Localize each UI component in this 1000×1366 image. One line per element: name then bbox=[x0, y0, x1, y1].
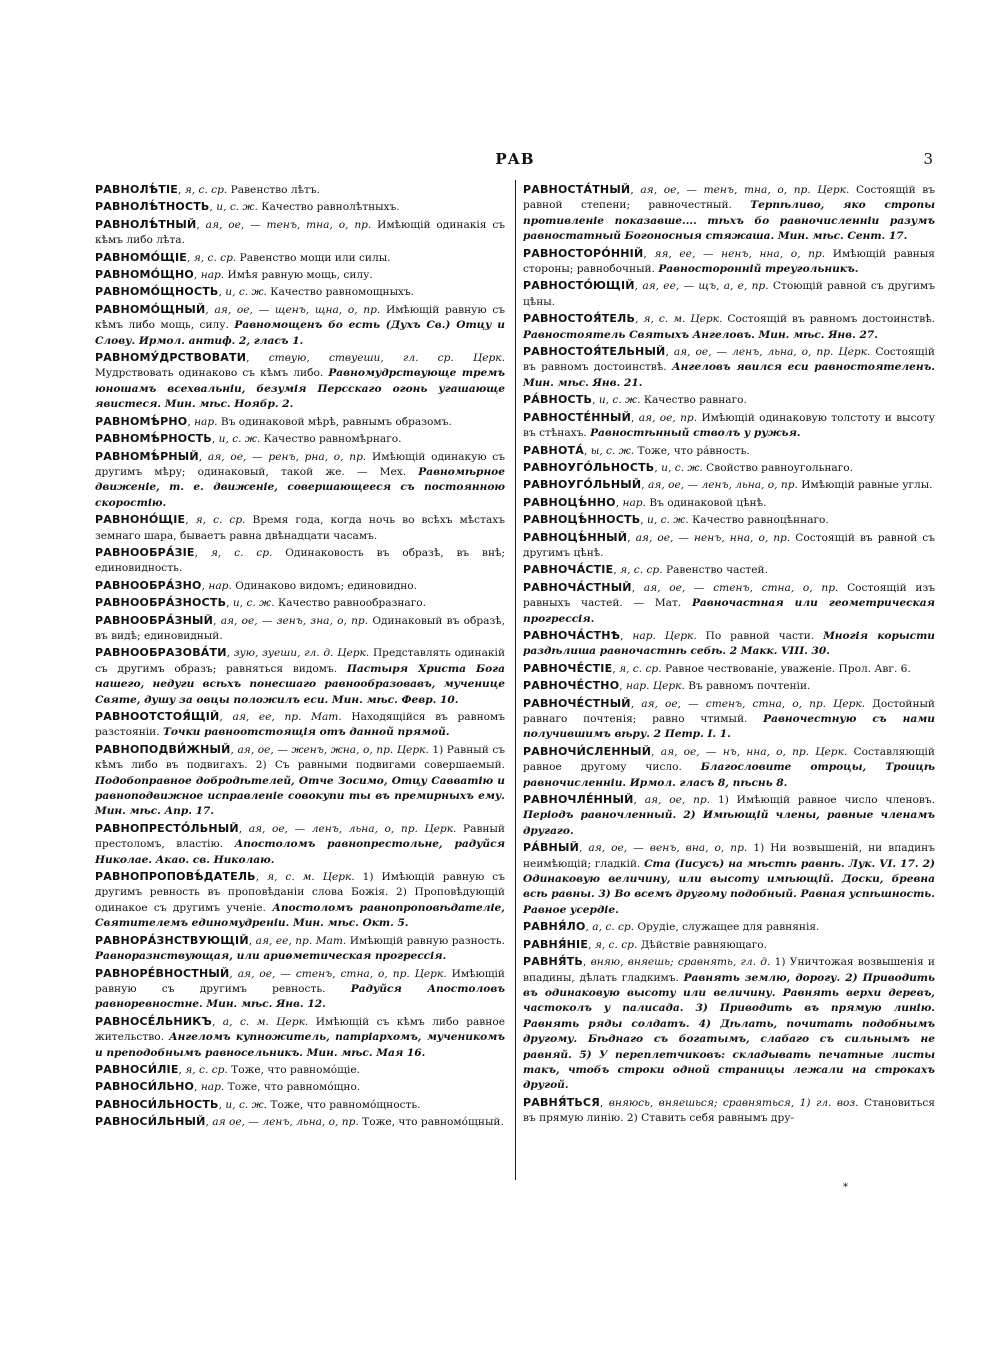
dictionary-entry: РАВНОМУ́ДРСТВОВАТИ, ствую, ствуеши, гл. ср. Церк. Мудрствовать одинаково съ кѣмъ либо. Равномудрствующе тремъ юношамъ всехвальніи, безумія Персскаго огонь угашающе явистеся. Мин. мѣс. Ноябр. 2. bbox=[95, 351, 505, 411]
definition: Одинаковый въ образѣ, въ видѣ; единовидный. bbox=[95, 614, 505, 642]
example-citation: Точки равноотстоящія отъ данной прямой. bbox=[162, 726, 450, 739]
example-citation: Апостоломъ равнопроповѣдателіе, Святителемъ единомудреніи. Мин. мѣс. Окт. 5. bbox=[95, 901, 505, 930]
headword: РАВНООТСТОЯ́ЩІЙ bbox=[95, 710, 220, 723]
dictionary-entry: РАВНОМО́ЩНОСТЬ, и, с. ж. Качество равномощныхъ. bbox=[95, 285, 415, 299]
definition: Состоящій въ равномъ достоинствѣ. bbox=[523, 346, 935, 374]
grammar-note: ая, ое, — стенъ, стна, о, пр. Церк. bbox=[237, 967, 447, 980]
headword: РАВНОСИ́ЛІЕ bbox=[95, 1062, 179, 1076]
example-citation: Равнять землю, дорогу. 2) Приводить въ одинаковую высоту или величину. Равнять верхи деревъ, частоколъ у палисада. 3) Приводить въ прямую линію. Равнять ряды солдатъ. 4) Дѣлать, почитать подобнымъ другому. Бѣднаго съ богатымъ, слабаго съ сильнымъ не равняй. 5) У переплетчиковъ: складывать печатные листы такъ, чтобъ строки одной страницы лежали на строкахъ другой. bbox=[523, 971, 935, 1092]
definition: Одинаково видомъ; единовидно. bbox=[235, 579, 418, 592]
definition: Имѣющій равную съ кѣмъ либо мощь, силу. bbox=[95, 303, 505, 332]
definition: Тоже, что равномо́щность. bbox=[270, 1098, 421, 1111]
example-citation: Терпѣливо, яко стропы противленіе показавше.... тѣхъ бо равночисленніи разумъ равностатный Богоносныя стяжаша. Мин. мѣс. Сент. 17. bbox=[523, 199, 936, 243]
definition: Имѣющій равные углы. bbox=[801, 479, 933, 492]
definition: Становиться въ прямую линію. 2) Ставить себя равнымъ дру- bbox=[523, 1096, 935, 1125]
grammar-note: ая, ое, — ренъ, рна, о, пр. bbox=[207, 450, 367, 463]
headword: РАВНОМО́ЩНОСТЬ bbox=[95, 285, 219, 299]
dictionary-entry: РАВНОЧА́СТНЫЙ, ая, ое, — стенъ, стна, о, пр. Состоящій изъ равныхъ частей. — Мат. Равночастная или геометрическая прогрессія. bbox=[523, 580, 935, 625]
grammar-note: и, с. ж. bbox=[232, 597, 275, 610]
dictionary-entry: РАВНОРЕ́ВНОСТНЫЙ, ая, ое, — стенъ, стна, о, пр. Церк. Имѣющій равную съ другимъ ревность. Радуйся Апостоловъ равноревностне. Мин. мѣс. Янв. 12. bbox=[95, 966, 505, 1011]
definition: Качество равнолѣтныхъ. bbox=[261, 201, 400, 214]
headword: РАВНОПРОПОВѢ́ДАТЕЛЬ bbox=[95, 870, 256, 884]
left-column bbox=[95, 182, 505, 1132]
headword: РАВНЯ́ТЬСЯ bbox=[523, 1095, 600, 1109]
headword: РАВНОРЕ́ВНОСТНЫЙ bbox=[95, 966, 230, 980]
definition: Состоящій въ равной съ другимъ цѣнѣ. bbox=[523, 531, 935, 559]
definition: Время года, когда ночь во всѣхъ мѣстахъ земнаго шара, бываетъ равна двѣнадцати часамъ. bbox=[95, 514, 505, 542]
definition: Мудрствовать одинаково съ кѣмъ либо. bbox=[95, 367, 324, 380]
grammar-note: а, с. м. Церк. bbox=[222, 1015, 309, 1028]
grammar-note: ая, ое, — тенъ, тна, о, пр. Церк. bbox=[640, 184, 850, 196]
headword: РАВНОМО́ЩІЕ bbox=[95, 250, 188, 264]
dictionary-entry: РАВНЯ́ТЬСЯ, вняюсь, вняешься; сравняться, 1) гл. воз. Становиться въ прямую линію. 2) Ставить себя равнымъ дру- bbox=[523, 1095, 935, 1125]
headword: РАВНОПОДВИ́ЖНЫЙ bbox=[95, 742, 231, 756]
grammar-note: ая, ое, — нъ, нна, о, пр. Церк. bbox=[660, 745, 848, 758]
example-citation: Равномощенъ бо есть (Духъ Св.) Отцу и Слову. Ирмол. антиф. 2, гласъ 1. bbox=[95, 319, 505, 347]
headword: РАВНОМУ́ДРСТВОВАТИ bbox=[95, 351, 247, 365]
dictionary-entry: РАВНЯ́НІЕ, я, с. ср. Дѣйствіе равняющаго. bbox=[523, 937, 768, 951]
grammar-note: нар. bbox=[622, 496, 646, 509]
definition: Равенство мощи или силы. bbox=[239, 251, 391, 264]
definition: Состоящій изъ равныхъ частей. — Мат. bbox=[523, 581, 935, 610]
grammar-note: и, с. ж. bbox=[225, 286, 267, 299]
dictionary-entry: РАВНОСТОЯ́ТЕЛЬ, я, с. м. Церк. Состоящій въ равномъ достоинствѣ. Равностоятель Святыхъ Ангеловъ. Мин. мѣс. Янв. 27. bbox=[523, 312, 935, 341]
grammar-note: ая, ое, — стенъ, стна, о, пр. Церк. bbox=[641, 697, 866, 710]
headword: РАВНОЛѢ́ТНОСТЬ bbox=[95, 200, 210, 214]
example-citation: Подобоправное добродѣтелей, Отче Зосимо, Отцу Савватію и равноподвижное исправленіе совокупи ты въ премирныхъ ему. Мин. мѣс. Апр. 17. bbox=[95, 774, 505, 818]
definition: Равное чествованіе, уваженіе. Прол. Авг. 6. bbox=[664, 662, 911, 675]
dictionary-entry: РАВНОЧЕ́СТНЫЙ, ая, ое, — стенъ, стна, о, пр. Церк. Достойный равнаго почтенія; равно чтимый. Равночестную съ нами получившимъ вѣру. 2 Петр. I. 1. bbox=[523, 696, 935, 741]
example-citation: Равностоятель Святыхъ Ангеловъ. Мин. мѣс. Янв. 27. bbox=[523, 328, 878, 341]
grammar-note: нар. bbox=[200, 269, 225, 282]
dictionary-entry: РАВНОСТОРО́ННІЙ, яя, ее, — ненъ, нна, о, пр. Имѣющій равныя стороны; равнобочный. Равносторонній треугольникъ. bbox=[523, 246, 935, 276]
grammar-note: а, с. ср. bbox=[592, 921, 635, 934]
dictionary-entry: РАВНОЦѢ́ННОСТЬ, и, с. ж. Качество равноцѣннаго. bbox=[523, 513, 829, 527]
definition: Качество равноцѣннаго. bbox=[692, 514, 829, 527]
dictionary-entry: РАВНОУГО́ЛЬНЫЙ, ая, ое, — ленъ, льна, о, пр. Имѣющій равные углы. bbox=[523, 478, 933, 492]
dictionary-entry: РАВНОМО́ЩІЕ, я, с. ср. Равенство мощи или силы. bbox=[95, 250, 391, 264]
dictionary-entry: РАВНОСЕ́ЛЬНИКЪ, а, с. м. Церк. Имѣющій съ кѣмъ либо равное жительство. Ангеломъ купножитель, патріархомъ, мученикомъ и преподобнымъ равносельникъ. Мин. мѣс. Мая 16. bbox=[95, 1014, 505, 1059]
definition: Имѣющій равныя стороны; равнобочный. bbox=[523, 247, 935, 276]
definition: Тоже, что ра́вность. bbox=[637, 444, 750, 457]
grammar-note: я, с. м. Церк. bbox=[643, 313, 723, 326]
grammar-note: я, с. ср. bbox=[193, 251, 237, 264]
definition: 1) Уничтожая возвышенія и впадины, дѣлать гладкимъ. bbox=[523, 956, 935, 984]
headword: РАВНОМѢ́РНО bbox=[95, 414, 188, 428]
dictionary-entry: РАВНОЧЛЕ́ННЫЙ, ая, ое, пр. 1) Имѣющій равное число членовъ. Періодъ равночленный. 2) Имѣющій члены, равные членамъ другаго. bbox=[523, 793, 935, 837]
grammar-note: ая, ое, — зенъ, зна, о, пр. bbox=[220, 614, 369, 627]
headword: РАВНОМО́ЩНЫЙ bbox=[95, 302, 206, 316]
dictionary-entry: РАВНООБРА́ЗІЕ, я, с. ср. Одинаковость въ образѣ, въ внѣ; единовидность. bbox=[95, 545, 505, 575]
signature-mark: * bbox=[843, 1182, 848, 1193]
definition: Составляющій равное другому число. bbox=[523, 745, 935, 774]
grammar-note: ая, ое, пр. bbox=[638, 411, 698, 424]
grammar-note: ы, с. ж. bbox=[590, 444, 635, 457]
grammar-note: нар. Церк. bbox=[632, 629, 697, 642]
grammar-note: и, с. ж. bbox=[225, 1098, 268, 1111]
definition: Состоящій въ равной степени; равночестный. bbox=[523, 184, 935, 212]
grammar-note: ая, ое, — венъ, вна, о, пр. bbox=[588, 842, 748, 855]
headword: РАВНОНО́ЩІЕ bbox=[95, 513, 186, 527]
dictionary-entry: РАВНОСТО́ЮЩІЙ, ая, ее, — щъ, а, е, пр. Стоющій равной съ другимъ цѣны. bbox=[523, 279, 935, 308]
dictionary-entry: РАВНОЦѢ́ННО, нар. Въ одинаковой цѣнѣ. bbox=[523, 495, 767, 509]
definition: Дѣйствіе равняющаго. bbox=[640, 938, 768, 951]
example-citation: Многія корысти раздѣлиша равночастнѣ себѣ. 2 Макк. VIII. 30. bbox=[523, 629, 936, 658]
grammar-note: яя, ее, — ненъ, нна, о, пр. bbox=[654, 247, 826, 260]
headword: РАВНОСИ́ЛЬНО bbox=[95, 1080, 195, 1094]
definition: Качество равнаго. bbox=[643, 394, 747, 407]
headword: РАВНОЧИ́СЛЕННЫЙ bbox=[523, 744, 652, 758]
definition: Тоже, что равномо́щно. bbox=[227, 1081, 361, 1094]
definition: Имѣющій равную съ другимъ ревность. bbox=[95, 967, 505, 995]
grammar-note: ая, ее, пр. Мат. bbox=[232, 711, 342, 723]
dictionary-entry: РА́ВНЫЙ, ая, ое, — венъ, вна, о, пр. 1) Ни возвышеній, ни впадинъ неимѣющій; гладкій. Ста (Іисусъ) на мѣстѣ равнѣ. Лук. VI. 17. 2) Одинаковую величину, или высоту имѣющій. Доски, бревна всѣ равны. 3) Во всемъ другому подобный. Равная успѣшность. Равное усердіе. bbox=[523, 841, 935, 916]
dictionary-entry: РАВНОСИ́ЛЬНОСТЬ, и, с. ж. Тоже, что равномо́щность. bbox=[95, 1097, 421, 1111]
definition: Тоже, что равномо́щіе. bbox=[231, 1063, 360, 1076]
definition: Равенство частей. bbox=[665, 564, 768, 577]
headword: РАВНОМѢ́РНОСТЬ bbox=[95, 432, 212, 446]
example-citation: Равночастная или геометрическая прогрессія. bbox=[523, 597, 935, 625]
example-citation: Равноразнствующая, или ариѳметическая прогрессія. bbox=[95, 950, 447, 963]
headword: РАВНОСТОРО́ННІЙ bbox=[523, 246, 644, 260]
headword: РАВНОСИ́ЛЬНОСТЬ bbox=[95, 1097, 219, 1111]
page-header bbox=[95, 150, 935, 170]
headword: РАВНОЧЛЕ́ННЫЙ bbox=[523, 793, 634, 807]
headword: РАВНОРА́ЗНСТВУЮЩІЙ bbox=[95, 933, 249, 947]
dictionary-entry: РАВНООБРА́ЗНО, нар. Одинаково видомъ; единовидно. bbox=[95, 578, 418, 592]
headword: РАВНОЧЕ́СТНО bbox=[523, 679, 620, 693]
dictionary-entry: РАВНОЧИ́СЛЕННЫЙ, ая, ое, — нъ, нна, о, пр. Церк. Составляющій равное другому число. Благословите отроцы, Троицѣ равночисленніи. Ирмол. гласъ 8, пѣснь 8. bbox=[523, 744, 936, 789]
definition: Представлять одинакій съ другимъ образъ; равняться видомъ. bbox=[95, 647, 505, 675]
definition: Качество равнообразнаго. bbox=[277, 597, 427, 610]
dictionary-entry: РАВНОЧА́СТНѢ, нар. Церк. По равной части. Многія корысти раздѣлиша равночастнѣ себѣ. 2 Макк. VIII. 30. bbox=[523, 628, 936, 658]
grammar-note: вняю, вняешь; сравнять, гл. д. bbox=[590, 956, 771, 969]
example-citation: Благословите отроцы, Троицѣ равночисленніи. Ирмол. гласъ 8, пѣснь 8. bbox=[523, 761, 936, 789]
dictionary-entry: РАВНООБРАЗОВА́ТИ, зую, зуеши, гл. д. Церк. Представлять одинакій съ другимъ образъ; равняться видомъ. Пастыря Христа Бога нашего, недуги всѣхъ понесшаго равнообразовавъ, мученице Святе, душу за овцы положилъ еси. Мин. мѣс. Февр. 10. bbox=[95, 646, 505, 706]
headword: РАВНОТА́ bbox=[523, 443, 584, 457]
grammar-note: нар. Церк. bbox=[626, 680, 685, 693]
example-citation: Ангеловъ явился еси равностоятеленъ. Мин. мѣс. Янв. 21. bbox=[523, 361, 935, 389]
example-citation: Равностѣнный стволъ у ружья. bbox=[590, 427, 801, 440]
dictionary-entry: РАВНОЧЕ́СТНО, нар. Церк. Въ равномъ почтеніи. bbox=[523, 679, 811, 693]
page-number: 3 bbox=[923, 150, 933, 168]
grammar-note: и, с. ж. bbox=[661, 461, 703, 474]
dictionary-entry: РАВНОТА́, ы, с. ж. Тоже, что ра́вность. bbox=[523, 443, 750, 457]
example-citation: Ангеломъ купножитель, патріархомъ, мученикомъ и преподобнымъ равносельникъ. Мин. мѣс. Мая 16. bbox=[95, 1031, 505, 1059]
grammar-note: зую, зуеши, гл. д. Церк. bbox=[233, 647, 370, 660]
headword: РАВНОСТОЯ́ТЕЛЬ bbox=[523, 312, 636, 326]
dictionary-entry: РАВНООБРА́ЗНОСТЬ, и, с. ж. Качество равнообразнаго. bbox=[95, 596, 427, 610]
headword: РАВНОСТОЯ́ТЕЛЬНЫЙ bbox=[523, 345, 666, 359]
definition: Въ одинаковой цѣнѣ. bbox=[649, 496, 767, 509]
headword: РАВНОЧЕ́СТІЕ bbox=[523, 661, 613, 675]
headword: РАВНОЦѢ́ННО bbox=[523, 495, 616, 509]
headword: РАВНОСТА́ТНЫЙ bbox=[523, 183, 631, 196]
right-column bbox=[523, 182, 935, 1128]
definition: Тоже, что равномо́щный. bbox=[362, 1116, 504, 1129]
headword: РАВНООБРА́ЗНО bbox=[95, 578, 202, 592]
dictionary-entry: РАВНОМѢ́РНО, нар. Въ одинаковой мѣрѣ, равнымъ образомъ. bbox=[95, 414, 452, 428]
dictionary-entry: РАВНООБРА́ЗНЫЙ, ая, ое, — зенъ, зна, о, пр. Одинаковый въ образѣ, въ видѣ; единовидный. bbox=[95, 613, 505, 642]
dictionary-entry: РАВНОРА́ЗНСТВУЮЩІЙ, ая, ее, пр. Мат. Имѣющій равную разность. Равноразнствующая, или ариѳметическая прогрессія. bbox=[95, 933, 505, 963]
headword: РАВНЯ́ТЬ bbox=[523, 955, 583, 969]
headword: РАВНОЦѢ́ННЫЙ bbox=[523, 530, 628, 544]
headword: РАВНООБРА́ЗІЕ bbox=[95, 545, 195, 559]
grammar-note: вняюсь, вняешься; сравняться, 1) гл. воз. bbox=[608, 1096, 859, 1109]
headword: РАВНОЧА́СТНЫЙ bbox=[523, 580, 632, 594]
dictionary-entry: РАВНОЧА́СТІЕ, я, с. ср. Равенство частей. bbox=[523, 563, 768, 577]
grammar-note: ая, ое, пр. bbox=[644, 794, 711, 807]
grammar-note: ая, ое, — тенъ, тна, о, пр. bbox=[205, 218, 372, 231]
dictionary-entry: РАВНОЛѢ́ТНОСТЬ, и, с. ж. Качество равнолѣтныхъ. bbox=[95, 200, 400, 214]
dictionary-entry: РАВНОСТА́ТНЫЙ, ая, ое, — тенъ, тна, о, пр. Церк. Состоящій въ равной степени; равночестный. Терпѣливо, яко стропы противленіе показавше.... тѣхъ бо равночисленніи разумъ равностатный Богоносныя стяжаша. Мин. мѣс. Сент. 17. bbox=[523, 183, 936, 243]
headword: РАВНОЧА́СТІЕ bbox=[523, 563, 614, 577]
headword: РАВНОСЕ́ЛЬНИКЪ bbox=[95, 1014, 212, 1028]
definition: 1) Имѣющій равное число членовъ. bbox=[717, 794, 935, 807]
headword: РАВНОЛѢ́ТІЕ bbox=[95, 183, 179, 196]
dictionary-entry: РАВНОСТОЯ́ТЕЛЬНЫЙ, ая, ое, — ленъ, льна, о, пр. Церк. Состоящій въ равномъ достоинствѣ. Ангеловъ явился еси равностоятеленъ. Мин. мѣс. Янв. 21. bbox=[523, 345, 935, 389]
grammar-note: ая, ое, — ленъ, льна, о, пр. Церк. bbox=[248, 822, 457, 835]
headword: РА́ВНЫЙ bbox=[523, 841, 579, 855]
dictionary-entry: РАВНООТСТОЯ́ЩІЙ, ая, ее, пр. Мат. Находящійся въ равномъ разстояніи. Точки равноотстоящія отъ данной прямой. bbox=[95, 710, 505, 739]
headword: РАВНОМѢ́РНЫЙ bbox=[95, 449, 199, 463]
dictionary-entry: РАВНОПРЕСТО́ЛЬНЫЙ, ая, ое, — ленъ, льна, о, пр. Церк. Равный престоломъ, властію. Апостоломъ равнопрестольне, радуйся Николае. Акао. св. Николаю. bbox=[95, 821, 506, 866]
definition: Свойство равноугольнаго. bbox=[706, 461, 854, 474]
headword: РАВНООБРА́ЗНЫЙ bbox=[95, 613, 214, 627]
headword: РАВНОЛѢ́ТНЫЙ bbox=[95, 217, 197, 231]
grammar-note: и, с. ж. bbox=[647, 514, 689, 527]
dictionary-entry: РАВНОСТЕ́ННЫЙ, ая, ое, пр. Имѣющій одинаковую толстоту и высоту въ стѣнахъ. Равностѣнный стволъ у ружья. bbox=[523, 410, 935, 440]
definition: Качество равномощныхъ. bbox=[270, 286, 415, 299]
grammar-note: и, с. ж. bbox=[216, 201, 258, 214]
definition: Въ равномъ почтеніи. bbox=[688, 680, 811, 693]
dictionary-entry: РАВНОПРОПОВѢ́ДАТЕЛЬ, я, с. м. Церк. 1) Имѣющій равную съ другимъ ревность въ проповѣданіи слова Божія. 2) Проповѣдующій одинакое съ другимъ ученіе. Апостоломъ равнопроповѣдателіе, Святителемъ единомудреніи. Мин. мѣс. Окт. 5. bbox=[95, 870, 505, 930]
grammar-note: ая, ое, — ленъ, льна, о, пр. bbox=[648, 479, 798, 492]
definition: Равный престоломъ, властію. bbox=[95, 822, 505, 851]
grammar-note: ая, ое, — женъ, жна, о, пр. Церк. bbox=[237, 743, 429, 756]
definition: Одинаковость въ образѣ, въ внѣ; единовидность. bbox=[95, 546, 505, 575]
headword: РАВНОЦѢ́ННОСТЬ bbox=[523, 513, 641, 527]
running-head: РАВ bbox=[495, 150, 535, 168]
grammar-note: я, с. ср. bbox=[195, 514, 246, 527]
dictionary-entry: РА́ВНОСТЬ, и, с. ж. Качество равнаго. bbox=[523, 393, 747, 407]
grammar-note: и, с. ж. bbox=[598, 394, 641, 407]
headword: РАВНОУГО́ЛЬНЫЙ bbox=[523, 478, 642, 492]
definition: Равенство лѣтъ. bbox=[230, 184, 320, 196]
grammar-note: ая ое, — ленъ, льна, о, пр. bbox=[212, 1116, 359, 1129]
example-citation: Равномѣрное движеніе, т. е. движеніе, совершающееся съ постоянною скоростію. bbox=[95, 465, 505, 509]
headword: РАВНОЧА́СТНѢ bbox=[523, 628, 621, 642]
headword: РАВНООБРАЗОВА́ТИ bbox=[95, 646, 227, 660]
dictionary-entry: РАВНОМО́ЩНЫЙ, ая, ое, — щенъ, щна, о, пр. Имѣющій равную съ кѣмъ либо мощь, силу. Равномощенъ бо есть (Духъ Св.) Отцу и Слову. Ирмол. антиф. 2, гласъ 1. bbox=[95, 302, 505, 347]
dictionary-entry: РАВНОСИ́ЛЬНЫЙ, ая ое, — ленъ, льна, о, пр. Тоже, что равномо́щный. bbox=[95, 1115, 504, 1129]
grammar-note: я, с. ср. bbox=[210, 546, 273, 559]
definition: Стоющій равной съ другимъ цѣны. bbox=[523, 280, 935, 308]
grammar-note: и, с. ж. bbox=[218, 433, 261, 446]
grammar-note: ая, ое, — щенъ, щна, о, пр. bbox=[214, 303, 381, 316]
grammar-note: ая, ее, пр. Мат. bbox=[255, 934, 347, 947]
definition: Орудіе, служащее для равнянія. bbox=[637, 921, 820, 934]
definition: Находящійся въ равномъ разстояніи. bbox=[95, 711, 505, 739]
grammar-note: ая, ое, — стенъ, стна, о, пр. bbox=[643, 581, 839, 594]
headword: РАВНОУГО́ЛЬНОСТЬ bbox=[523, 460, 655, 474]
dictionary-entry: РАВНОСИ́ЛЬНО, нар. Тоже, что равномо́щно. bbox=[95, 1080, 361, 1094]
grammar-note: я, с. ср. bbox=[594, 938, 638, 951]
headword: РАВНОСТО́ЮЩІЙ bbox=[523, 279, 635, 293]
grammar-note: ая, ое, — ленъ, льна, о, пр. Церк. bbox=[673, 346, 871, 359]
definition: Качество равномѣрнаго. bbox=[263, 433, 402, 446]
headword: РА́ВНОСТЬ bbox=[523, 393, 593, 407]
definition: Состоящій въ равномъ достоинствѣ. bbox=[727, 313, 935, 326]
grammar-note: я, с. м. Церк. bbox=[267, 871, 355, 884]
grammar-note: нар. bbox=[194, 415, 218, 428]
example-citation: Періодъ равночленный. 2) Имѣющій члены, равные членамъ другаго. bbox=[523, 809, 935, 837]
dictionary-entry: РАВНЯ́ЛО, а, с. ср. Орудіе, служащее для равнянія. bbox=[523, 920, 820, 934]
definition: 1) Равный съ кѣмъ либо въ подвигахъ. 2) Съ равными подвигами совершаемый. bbox=[95, 743, 505, 772]
dictionary-entry: РАВНОЦѢ́ННЫЙ, ая, ое, — ненъ, нна, о, пр. Состоящій въ равной съ другимъ цѣнѣ. bbox=[523, 530, 935, 559]
grammar-note: я, с. ср. bbox=[619, 662, 662, 675]
dictionary-entry: РАВНОУГО́ЛЬНОСТЬ, и, с. ж. Свойство равноугольнаго. bbox=[523, 460, 854, 474]
example-citation: Равномудрствующе тремъ юношамъ всехвальніи, безумія Персскаго огонь угашающе явистеся. Мин. мѣс. Ноябр. 2. bbox=[95, 367, 505, 411]
dictionary-entry: РАВНОЛѢ́ТНЫЙ, ая, ое, — тенъ, тна, о, пр. Имѣющій одинакія съ кѣмъ либо лѣта. bbox=[95, 217, 505, 247]
definition: 1) Имѣющій равную съ другимъ ревность въ проповѣданіи слова Божія. 2) Проповѣдующій одинакое съ другимъ ученіе. bbox=[95, 871, 505, 914]
definition: По равной части. bbox=[705, 629, 815, 642]
headword: РАВНОПРЕСТО́ЛЬНЫЙ bbox=[95, 821, 239, 835]
example-citation: Апостоломъ равнопрестольне, радуйся Николае. Акао. св. Николаю. bbox=[95, 838, 506, 866]
example-citation: Радуйся Апостоловъ равноревностне. Мин. мѣс. Янв. 12. bbox=[95, 982, 505, 1011]
grammar-note: нар. bbox=[208, 579, 232, 592]
grammar-note: я, с. ср. bbox=[185, 1063, 228, 1076]
dictionary-entry: РАВНОПОДВИ́ЖНЫЙ, ая, ое, — женъ, жна, о, пр. Церк. 1) Равный съ кѣмъ либо въ подвигахъ. 2) Съ равными подвигами совершаемый. Подобоправное добродѣтелей, Отче Зосимо, Отцу Савватію и равноподвижное исправленіе совокупи ты въ премирныхъ ему. Мин. мѣс. Апр. 17. bbox=[95, 742, 505, 818]
dictionary-entry: РАВНОЛѢ́ТІЕ, я, с. ср. Равенство лѣтъ. bbox=[95, 183, 320, 196]
headword: РАВНЯ́НІЕ bbox=[523, 937, 589, 951]
column-divider bbox=[515, 180, 516, 1180]
grammar-note: ая, ее, — щъ, а, е, пр. bbox=[642, 280, 769, 293]
definition: Имѣя равную мощь, силу. bbox=[227, 269, 373, 282]
definition: Имѣющій съ кѣмъ либо равное жительство. bbox=[95, 1015, 505, 1044]
example-citation: Пастыря Христа Бога нашего, недуги всѣхъ понесшаго равнообразовавъ, мученице Святе, душу за овцы положилъ еси. Мин. мѣс. Февр. 10. bbox=[95, 662, 505, 706]
grammar-note: нар. bbox=[200, 1081, 225, 1094]
definition: Имѣющій одинаковую толстоту и высоту въ стѣнахъ. bbox=[523, 411, 935, 440]
example-citation: Равносторонній треугольникъ. bbox=[658, 263, 859, 276]
headword: РАВНОСТЕ́ННЫЙ bbox=[523, 410, 632, 424]
definition: Имѣющій одинакую съ другимъ мѣру; одинаковый, такой же. — Мех. bbox=[95, 450, 505, 478]
dictionary-entry: РАВНЯ́ТЬ, вняю, вняешь; сравнять, гл. д. 1) Уничтожая возвышенія и впадины, дѣлать гладкимъ. Равнять землю, дорогу. 2) Приводить въ одинаковую высоту или величину. Равнять верхи деревъ, частоколъ у палисада. 3) Приводить въ прямую линію. Равнять ряды солдатъ. 4) Дѣлать, почитать подобнымъ другому. Бѣднаго съ богатымъ, слабаго съ сильнымъ не равняй. 5) У переплетчиковъ: складывать печатные листы такъ, чтобъ строки одной страницы лежали на строкахъ другой. bbox=[523, 955, 935, 1092]
definition: Имѣющій одинакія съ кѣмъ либо лѣта. bbox=[95, 218, 505, 247]
definition: Въ одинаковой мѣрѣ, равнымъ образомъ. bbox=[220, 415, 452, 428]
dictionary-entry: РАВНОМѢ́РНОСТЬ, и, с. ж. Качество равномѣрнаго. bbox=[95, 432, 402, 446]
grammar-note: ствую, ствуеши, гл. ср. Церк. bbox=[268, 352, 505, 365]
definition: 1) Ни возвышеній, ни впадинъ неимѣющій; гладкій. bbox=[523, 842, 935, 870]
headword: РАВНООБРА́ЗНОСТЬ bbox=[95, 596, 227, 610]
definition: Имѣющій равную разность. bbox=[349, 934, 505, 947]
headword: РАВНОМО́ЩНО bbox=[95, 268, 194, 282]
dictionary-entry: РАВНОМО́ЩНО, нар. Имѣя равную мощь, силу. bbox=[95, 268, 373, 282]
dictionary-entry: РАВНОСИ́ЛІЕ, я, с. ср. Тоже, что равномо́щіе. bbox=[95, 1062, 360, 1076]
dictionary-entry: РАВНОНО́ЩІЕ, я, с. ср. Время года, когда ночь во всѣхъ мѣстахъ земнаго шара, бываетъ равна двѣнадцати часамъ. bbox=[95, 513, 505, 542]
example-citation: Равночестную съ нами получившимъ вѣру. 2 Петр. I. 1. bbox=[523, 713, 935, 741]
dictionary-entry: РАВНОМѢ́РНЫЙ, ая, ое, — ренъ, рна, о, пр. Имѣющій одинакую съ другимъ мѣру; одинаковый, такой же. — Мех. Равномѣрное движеніе, т. е. движеніе, совершающееся съ постоянною скоростію. bbox=[95, 449, 505, 509]
headword: РАВНОЧЕ́СТНЫЙ bbox=[523, 696, 631, 710]
headword: РАВНЯ́ЛО bbox=[523, 920, 586, 934]
grammar-note: я, с. ср. bbox=[184, 184, 228, 196]
grammar-note: ая, ое, — ненъ, нна, о, пр. bbox=[635, 531, 791, 544]
example-citation: Ста (Іисусъ) на мѣстѣ равнѣ. Лук. VI. 17. 2) Одинаковую величину, или высоту имѣющій. Доски, бревна всѣ равны. 3) Во всемъ другому подобный. Равная успѣшность. Равное усердіе. bbox=[523, 857, 935, 916]
dictionary-entry: РАВНОЧЕ́СТІЕ, я, с. ср. Равное чествованіе, уваженіе. Прол. Авг. 6. bbox=[523, 661, 911, 675]
grammar-note: я, с. ср. bbox=[620, 564, 663, 577]
definition: Достойный равнаго почтенія; равно чтимый. bbox=[523, 697, 935, 725]
headword: РАВНОСИ́ЛЬНЫЙ bbox=[95, 1115, 206, 1129]
